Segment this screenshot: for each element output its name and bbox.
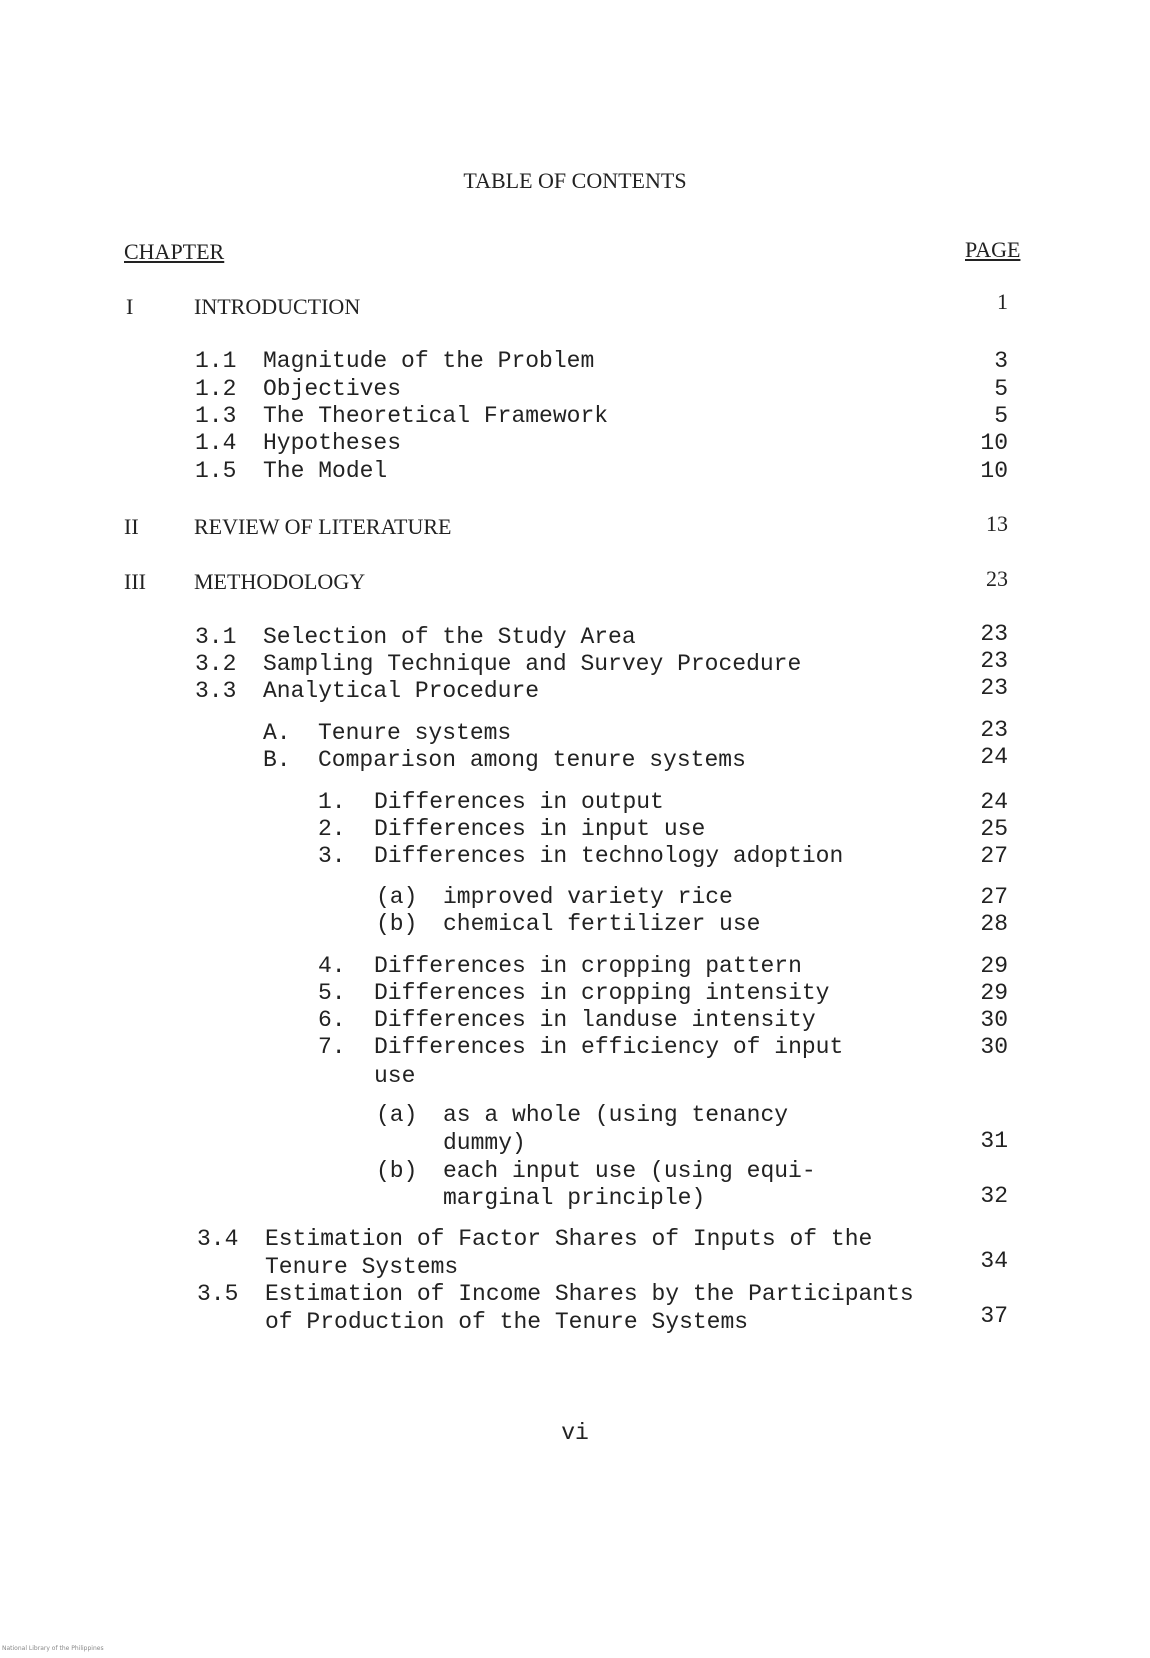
toc-num: 3. [318,843,346,869]
toc-page: 5 [994,403,1008,429]
toc-entry: Estimation of Income Shares by the Participants [265,1281,914,1307]
toc-page: 1 [997,289,1008,314]
toc-entry-continued: dummy) [443,1130,526,1156]
toc-entry: Differences in technology adoption [374,843,844,869]
toc-chapter-title: REVIEW OF LITERATURE [194,514,452,539]
toc-entry: Sampling Technique and Survey Procedure [263,651,802,677]
toc-num: A. [263,720,291,746]
toc-entry: each input use (using equi- [443,1158,816,1184]
toc-entry: Differences in efficiency of input [374,1034,844,1060]
toc-num: 7. [318,1034,346,1060]
toc-num: II [124,514,139,539]
toc-entry: as a whole (using tenancy [443,1102,789,1128]
toc-page: 27 [980,843,1008,869]
toc-entry: Differences in output [374,789,664,815]
toc-entry-continued: of Production of the Tenure Systems [265,1309,749,1335]
toc-num: (a) [376,1102,418,1128]
toc-entry: Differences in cropping intensity [374,980,830,1006]
toc-page: 3 [994,348,1008,374]
toc-num: 3.1 [195,624,237,650]
toc-entry: improved variety rice [443,884,733,910]
toc-entry: Differences in cropping pattern [374,953,802,979]
toc-entry-continued: Tenure Systems [265,1254,459,1280]
toc-num: 1.4 [195,430,237,456]
toc-entry: Comparison among tenure systems [318,747,746,773]
toc-entry: Estimation of Factor Shares of Inputs of the [265,1226,873,1252]
toc-num: (a) [376,884,418,910]
toc-num: 5. [318,980,346,1006]
toc-entry: The Model [263,458,388,484]
toc-entry: Analytical Procedure [263,678,540,704]
toc-page: 34 [980,1248,1008,1274]
toc-entry-continued: use [374,1063,416,1089]
toc-chapter-title: METHODOLOGY [194,569,366,594]
toc-page: 23 [980,675,1008,701]
toc-entry: The Theoretical Framework [263,403,609,429]
toc-entry: Differences in landuse intensity [374,1007,816,1033]
toc-page: 30 [980,1007,1008,1033]
toc-num: 6. [318,1007,346,1033]
toc-num: 2. [318,816,346,842]
toc-page: 31 [980,1128,1008,1154]
toc-entry: chemical fertilizer use [443,911,761,937]
toc-page: 5 [994,376,1008,402]
toc-num: 1.2 [195,376,237,402]
toc-page: 10 [980,458,1008,484]
toc-entry: Differences in input use [374,816,706,842]
scan-footer-text: National Library of the Philippines [2,1645,104,1652]
toc-entry: Objectives [263,376,402,402]
page-number: vi [561,1420,589,1446]
toc-page: 29 [980,980,1008,1006]
toc-entry: Hypotheses [263,430,402,456]
toc-num: 1. [318,789,346,815]
toc-page: 24 [980,789,1008,815]
toc-num: 3.5 [197,1281,239,1307]
toc-page: 13 [986,511,1008,536]
toc-num: III [124,569,146,594]
toc-entry: Magnitude of the Problem [263,348,595,374]
toc-page: 28 [980,911,1008,937]
toc-page: 32 [980,1183,1008,1209]
toc-num: I [126,294,134,319]
toc-num: 4. [318,953,346,979]
toc-num: 1.1 [195,348,237,374]
toc-page: 24 [980,744,1008,770]
toc-num: 1.5 [195,458,237,484]
toc-page: 30 [980,1034,1008,1060]
toc-page: 27 [980,884,1008,910]
toc-chapter-title: INTRODUCTION [194,294,361,319]
toc-entry: Tenure systems [318,720,512,746]
toc-num: 3.4 [197,1226,239,1252]
toc-page: 23 [980,648,1008,674]
toc-num: 3.3 [195,678,237,704]
toc-num: (b) [376,911,418,937]
page-title: TABLE OF CONTENTS [463,168,687,193]
chapter-header: CHAPTER [124,239,225,264]
toc-page: 37 [980,1303,1008,1329]
toc-page: 29 [980,953,1008,979]
toc-entry-continued: marginal principle) [443,1185,706,1211]
toc-entry: Selection of the Study Area [263,624,636,650]
toc-page: 25 [980,816,1008,842]
toc-page: 23 [980,621,1008,647]
toc-num: 3.2 [195,651,237,677]
toc-num: B. [263,747,291,773]
toc-num: (b) [376,1158,418,1184]
page-header: PAGE [965,237,1021,262]
toc-page: 10 [980,430,1008,456]
toc-page: 23 [980,717,1008,743]
toc-page: 23 [986,566,1008,591]
toc-num: 1.3 [195,403,237,429]
